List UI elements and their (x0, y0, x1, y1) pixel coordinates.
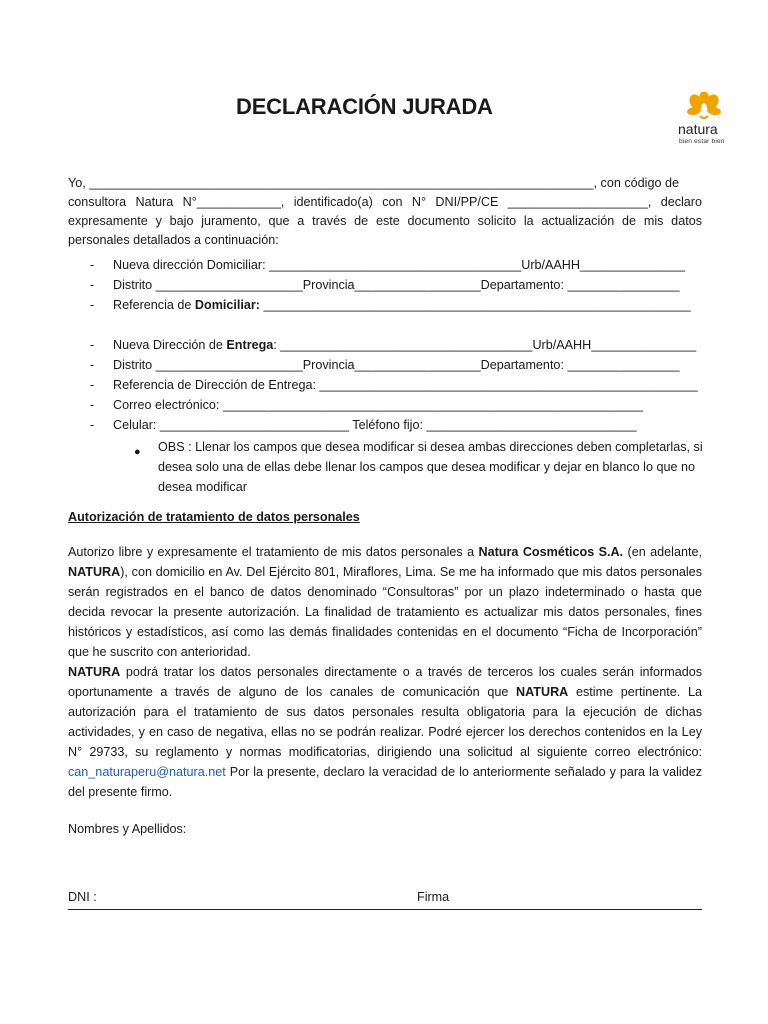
field-email: Correo electrónico: ____________________________________________________________ (113, 398, 644, 412)
list-dash: - (90, 418, 95, 432)
field-new-home-address: Nueva dirección Domiciliar: ____________________________________Urb/AAHH_______________ (113, 258, 686, 272)
names-label: Nombres y Apellidos: (68, 822, 187, 836)
natura-logo (672, 92, 736, 150)
signature-line (68, 909, 702, 910)
list-dash: - (90, 278, 95, 292)
obs-note: OBS : Llenar los campos que desea modificar si desea ambas direcciones deben completarlas, si desea solo una de ellas debe llenar los campos que desea modificar y dejar en blanco lo que no desea modificar (158, 440, 703, 494)
contact-email-link[interactable]: can_naturaperu@natura.net (68, 765, 226, 779)
logo-tagline: bien estar bien (679, 138, 725, 145)
field-home-reference: Referencia de Domiciliar: _____________________________________________________________ (113, 298, 691, 312)
list-dash: - (90, 358, 95, 372)
field-delivery-district: Distrito _____________________Provincia__________________Departamento: ________________ (113, 358, 680, 372)
field-new-delivery-address: Nueva Dirección de Entrega: ____________________________________Urb/AAHH_______________ (113, 338, 697, 352)
list-dash: - (90, 338, 95, 352)
list-dash: - (90, 378, 95, 392)
authorization-paragraph-2: NATURA podrá tratar los datos personales directamente o a través de terceros los cuales serán informados oportunamente a través de alguno de los canales de comunicación que NATURA estime pertinente. La autorización para el tratamiento de sus datos personales resulta obligatoria para la ejecución de dichas actividades, y en caso de negativa, ellas no se podrán realizar. Podré ejercer los derechos contenidos en la Ley N° 29733, su reglamento y normas modificatorias, dirigiendo una solicitud al siguiente correo electrónico: can_naturaperu@natura.net Por la presente, declaro la veracidad de lo anteriormente señalado y para la validez del presente firmo. (68, 665, 702, 799)
field-home-district: Distrito _____________________Provincia__________________Departamento: ________________ (113, 278, 680, 292)
logo-word: natura (678, 121, 718, 137)
authorization-heading: Autorización de tratamiento de datos personales (68, 510, 360, 524)
authorization-paragraph-1: Autorizo libre y expresamente el tratamiento de mis datos personales a Natura Cosméticos S.A. (en adelante, NATURA), con domicilio en Av. Del Ejército 801, Miraflores, Lima. Se me ha informado que mis datos personales serán registrados en el banco de datos denominado “Consultoras” por un plazo indeterminado o hasta que decida revocar la presente autorización. La finalidad de tratamiento es actualizar mis datos personales, fines históricos y estadísticos, así como las demás finalidades contenidas en el documento “Ficha de Incorporación” que he suscrito con anterioridad. (68, 545, 702, 659)
intro-text: consultora Natura N°____________, identificado(a) con N° DNI/PP/CE ____________________, declaro expresamente y bajo juramento, que a través de este documento solicito la actualización de mis datos personales detallados a continuación: (68, 195, 702, 247)
dni-label: DNI : (68, 890, 97, 904)
document-title: DECLARACIÓN JURADA (236, 94, 493, 119)
intro-line-1: Yo, ________________________________________________________________________, con código de (68, 176, 679, 190)
list-dash: - (90, 298, 95, 312)
flower-icon (672, 92, 736, 122)
field-delivery-reference: Referencia de Dirección de Entrega: ______________________________________________________ (113, 378, 698, 392)
field-phones: Celular: ___________________________ Teléfono fijo: ______________________________ (113, 418, 637, 432)
bullet-icon: ● (134, 446, 141, 458)
signature-label: Firma (417, 890, 450, 904)
list-dash: - (90, 398, 95, 412)
authorization-text (68, 542, 702, 802)
list-dash: - (90, 258, 95, 272)
